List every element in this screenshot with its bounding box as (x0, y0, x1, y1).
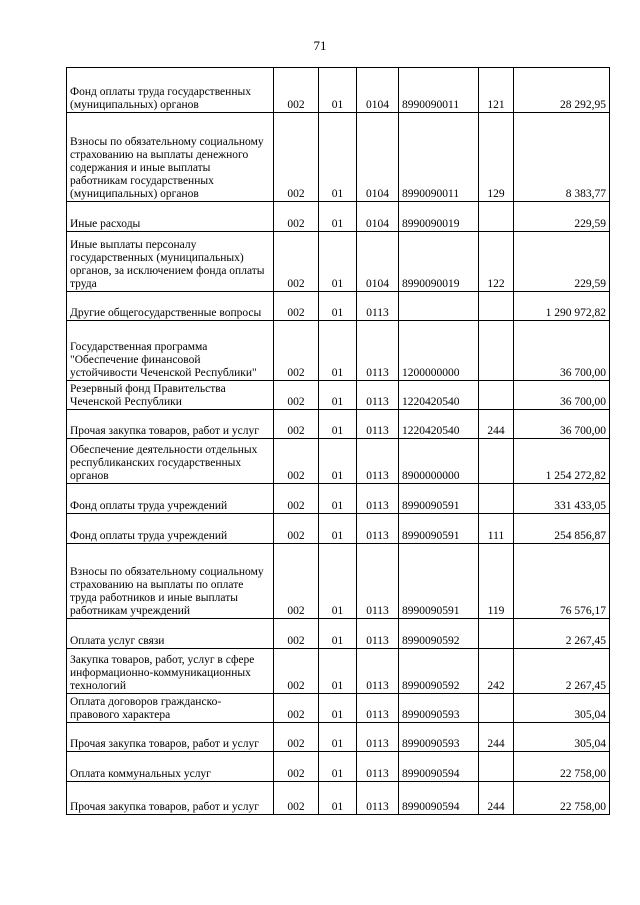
section-code: 01 (319, 232, 357, 292)
ministry-code: 002 (274, 381, 319, 410)
ministry-code: 002 (274, 202, 319, 232)
section-code: 01 (319, 484, 357, 514)
expense-type-code: 244 (479, 782, 514, 815)
table-row (67, 381, 610, 410)
item-name: Взносы по обязательному социальному страхованию на выплаты денежного содержания и иные выплаты работникам государственных (муниципальных) органов (67, 113, 274, 202)
table-row (67, 649, 610, 694)
ministry-code: 002 (274, 544, 319, 619)
item-name: Прочая закупка товаров, работ и услуг (67, 723, 274, 752)
amount: 229,59 (514, 202, 610, 232)
amount: 28 292,95 (514, 68, 610, 113)
ministry-code: 002 (274, 321, 319, 381)
amount: 22 758,00 (514, 782, 610, 815)
table-row (67, 232, 610, 292)
target-item-code: 8990090011 (399, 113, 479, 202)
target-item-code: 8990090594 (399, 752, 479, 782)
subsection-code: 0113 (357, 649, 399, 694)
subsection-code: 0104 (357, 232, 399, 292)
subsection-code: 0113 (357, 439, 399, 484)
subsection-code: 0113 (357, 782, 399, 815)
section-code: 01 (319, 202, 357, 232)
budget-table (66, 67, 610, 815)
section-code: 01 (319, 723, 357, 752)
subsection-code: 0113 (357, 694, 399, 723)
target-item-code: 8900000000 (399, 439, 479, 484)
item-name: Фонд оплаты труда государственных (муниципальных) органов (67, 68, 274, 113)
table-row (67, 202, 610, 232)
section-code: 01 (319, 113, 357, 202)
amount: 254 856,87 (514, 514, 610, 544)
ministry-code: 002 (274, 292, 319, 321)
table-row (67, 782, 610, 815)
item-name: Оплата договоров гражданско-правового характера (67, 694, 274, 723)
expense-type-code (479, 694, 514, 723)
subsection-code: 0104 (357, 202, 399, 232)
section-code: 01 (319, 619, 357, 649)
item-name: Прочая закупка товаров, работ и услуг (67, 410, 274, 439)
table-row (67, 544, 610, 619)
expense-type-code (479, 439, 514, 484)
amount: 36 700,00 (514, 321, 610, 381)
table-row (67, 410, 610, 439)
subsection-code: 0113 (357, 752, 399, 782)
item-name: Государственная программа "Обеспечение финансовой устойчивости Чеченской Республики" (67, 321, 274, 381)
table-body (67, 68, 610, 815)
section-code: 01 (319, 694, 357, 723)
table-row (67, 439, 610, 484)
target-item-code: 1200000000 (399, 321, 479, 381)
table-row (67, 619, 610, 649)
section-code: 01 (319, 649, 357, 694)
section-code: 01 (319, 68, 357, 113)
target-item-code: 8990090592 (399, 649, 479, 694)
section-code: 01 (319, 410, 357, 439)
target-item-code: 8990090019 (399, 232, 479, 292)
ministry-code: 002 (274, 113, 319, 202)
target-item-code: 8990090593 (399, 694, 479, 723)
expense-type-code (479, 752, 514, 782)
subsection-code: 0113 (357, 544, 399, 619)
expense-type-code: 242 (479, 649, 514, 694)
amount: 331 433,05 (514, 484, 610, 514)
ministry-code: 002 (274, 782, 319, 815)
item-name: Оплата коммунальных услуг (67, 752, 274, 782)
amount: 2 267,45 (514, 619, 610, 649)
item-name: Иные выплаты персоналу государственных (муниципальных) органов, за исключением фонда оплаты труда (67, 232, 274, 292)
target-item-code: 8990090019 (399, 202, 479, 232)
table-row (67, 723, 610, 752)
item-name: Иные расходы (67, 202, 274, 232)
table-row (67, 694, 610, 723)
subsection-code: 0113 (357, 484, 399, 514)
amount: 36 700,00 (514, 381, 610, 410)
item-name: Другие общегосударственные вопросы (67, 292, 274, 321)
expense-type-code (479, 484, 514, 514)
item-name: Взносы по обязательному социальному страхованию на выплаты по оплате труда работников и иные выплаты работникам учреждений (67, 544, 274, 619)
amount: 8 383,77 (514, 113, 610, 202)
expense-type-code: 244 (479, 723, 514, 752)
amount: 1 290 972,82 (514, 292, 610, 321)
section-code: 01 (319, 514, 357, 544)
ministry-code: 002 (274, 232, 319, 292)
section-code: 01 (319, 439, 357, 484)
target-item-code: 8990090011 (399, 68, 479, 113)
table-row (67, 752, 610, 782)
amount: 1 254 272,82 (514, 439, 610, 484)
ministry-code: 002 (274, 439, 319, 484)
table-row (67, 292, 610, 321)
table-row (67, 514, 610, 544)
section-code: 01 (319, 292, 357, 321)
expense-type-code: 121 (479, 68, 514, 113)
subsection-code: 0113 (357, 514, 399, 544)
ministry-code: 002 (274, 694, 319, 723)
target-item-code: 1220420540 (399, 410, 479, 439)
subsection-code: 0104 (357, 113, 399, 202)
amount: 22 758,00 (514, 752, 610, 782)
ministry-code: 002 (274, 649, 319, 694)
ministry-code: 002 (274, 723, 319, 752)
item-name: Фонд оплаты труда учреждений (67, 484, 274, 514)
ministry-code: 002 (274, 514, 319, 544)
expense-type-code: 119 (479, 544, 514, 619)
target-item-code: 8990090593 (399, 723, 479, 752)
subsection-code: 0113 (357, 321, 399, 381)
expense-type-code: 244 (479, 410, 514, 439)
ministry-code: 002 (274, 484, 319, 514)
ministry-code: 002 (274, 68, 319, 113)
expense-type-code: 122 (479, 232, 514, 292)
target-item-code: 8990090591 (399, 544, 479, 619)
subsection-code: 0113 (357, 381, 399, 410)
target-item-code: 8990090592 (399, 619, 479, 649)
item-name: Оплата услуг связи (67, 619, 274, 649)
amount: 76 576,17 (514, 544, 610, 619)
expense-type-code: 111 (479, 514, 514, 544)
table-row (67, 321, 610, 381)
amount: 305,04 (514, 694, 610, 723)
amount: 36 700,00 (514, 410, 610, 439)
item-name: Обеспечение деятельности отдельных республиканских государственных органов (67, 439, 274, 484)
target-item-code: 8990090591 (399, 514, 479, 544)
target-item-code: 1220420540 (399, 381, 479, 410)
section-code: 01 (319, 381, 357, 410)
expense-type-code: 129 (479, 113, 514, 202)
ministry-code: 002 (274, 752, 319, 782)
subsection-code: 0113 (357, 410, 399, 439)
section-code: 01 (319, 782, 357, 815)
ministry-code: 002 (274, 410, 319, 439)
expense-type-code (479, 619, 514, 649)
section-code: 01 (319, 544, 357, 619)
expense-type-code (479, 321, 514, 381)
subsection-code: 0113 (357, 619, 399, 649)
item-name: Резервный фонд Правительства Чеченской Республики (67, 381, 274, 410)
item-name: Закупка товаров, работ, услуг в сфере информационно-коммуникационных технологий (67, 649, 274, 694)
expense-type-code (479, 381, 514, 410)
ministry-code: 002 (274, 619, 319, 649)
table-row (67, 68, 610, 113)
target-item-code: 8990090591 (399, 484, 479, 514)
section-code: 01 (319, 321, 357, 381)
table-row (67, 484, 610, 514)
amount: 229,59 (514, 232, 610, 292)
subsection-code: 0113 (357, 723, 399, 752)
item-name: Прочая закупка товаров, работ и услуг (67, 782, 274, 815)
amount: 305,04 (514, 723, 610, 752)
target-item-code (399, 292, 479, 321)
item-name: Фонд оплаты труда учреждений (67, 514, 274, 544)
target-item-code: 8990090594 (399, 782, 479, 815)
table-row (67, 113, 610, 202)
expense-type-code (479, 292, 514, 321)
page-number: 71 (313, 38, 327, 53)
expense-type-code (479, 202, 514, 232)
subsection-code: 0113 (357, 292, 399, 321)
section-code: 01 (319, 752, 357, 782)
amount: 2 267,45 (514, 649, 610, 694)
subsection-code: 0104 (357, 68, 399, 113)
